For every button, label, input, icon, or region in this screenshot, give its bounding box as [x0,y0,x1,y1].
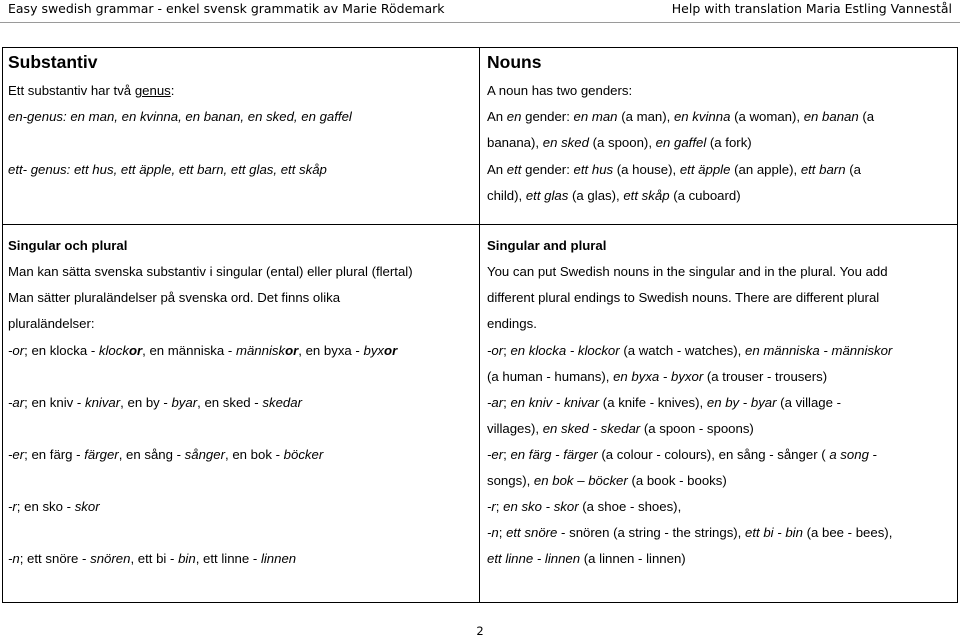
left-title: Substantiv [8,52,98,72]
left-er-line: -er; en färg - färger, en sång - sånger, en bok - böcker [8,447,324,462]
right-er-line-2: songs), en bok – böcker (a book - books) [487,473,727,488]
right-en-line-1: An en gender: en man (a man), en kvinna (a woman), en banan (a [487,109,875,124]
left-para-3: pluraländelser: [8,316,95,331]
page-header [0,0,960,20]
page-number: 2 [476,624,484,638]
right-para-2: different plural endings to Swedish nouns. There are different plural [487,290,880,305]
right-para-3: endings. [487,316,537,331]
right-or-line-2: (a human - humans), en byxa - byxor (a trouser - trousers) [487,369,828,384]
right-n-line-1: -n; ett snöre - snören (a string - the strings), ett bi - bin (a bee - bees), [487,525,893,540]
left-subtitle: Singular och plural [8,238,128,253]
header-right-credit: Help with translation Maria Estling Vannestål [671,1,952,16]
right-or-line-1: -or; en klocka - klockor (a watch - watches), en människa - människor [487,343,893,358]
left-n-line: -n; ett snöre - snören, ett bi - bin, ett linne - linnen [8,551,297,566]
left-r-line: -r; en sko - skor [8,499,100,514]
right-title: Nouns [487,52,542,72]
left-ett-genus: ett- genus: ett hus, ett äpple, ett barn, ett glas, ett skåp [8,162,327,177]
header-left-title: Easy swedish grammar - enkel svensk grammatik av Marie Rödemark [8,1,445,16]
right-ett-line-1: An ett gender: ett hus (a house), ett äpple (an apple), ett barn (a [487,162,861,177]
right-n-line-2: ett linne - linnen (a linnen - linnen) [487,551,686,566]
right-para-1: You can put Swedish nouns in the singular and in the plural. You add [487,264,888,279]
left-en-genus: en-genus: en man, en kvinna, en banan, en sked, en gaffel [8,109,352,124]
right-ar-line-1: -ar; en kniv - knivar (a knife - knives), en by - byar (a village - [487,395,842,410]
right-en-line-2: banana), en sked (a spoon), en gaffel (a fork) [487,135,752,150]
grammar-table [2,47,958,603]
left-or-line: -or; en klocka - klockor, en människa - människor, en byxa - byxor [8,343,398,358]
right-ett-line-2: child), ett glas (a glas), ett skåp (a cuboard) [487,188,741,203]
right-r-line: -r; en sko - skor (a shoe - shoes), [487,499,682,514]
left-para-2: Man sätter pluraländelser på svenska ord. Det finns olika [8,290,341,305]
column-divider [479,48,480,602]
row-divider [3,224,957,225]
header-divider [0,22,960,23]
left-para-1: Man kan sätta svenska substantiv i singular (ental) eller plural (flertal) [8,264,413,279]
right-subtitle: Singular and plural [487,238,607,253]
left-intro: Ett substantiv har två genus: [8,83,175,98]
left-ar-line: -ar; en kniv - knivar, en by - byar, en sked - skedar [8,395,302,410]
right-ar-line-2: villages), en sked - skedar (a spoon - spoons) [487,421,754,436]
right-er-line-1: -er; en färg - färger (a colour - colours), en sång - sånger ( a song - [487,447,877,462]
right-intro: A noun has two genders: [487,83,633,98]
